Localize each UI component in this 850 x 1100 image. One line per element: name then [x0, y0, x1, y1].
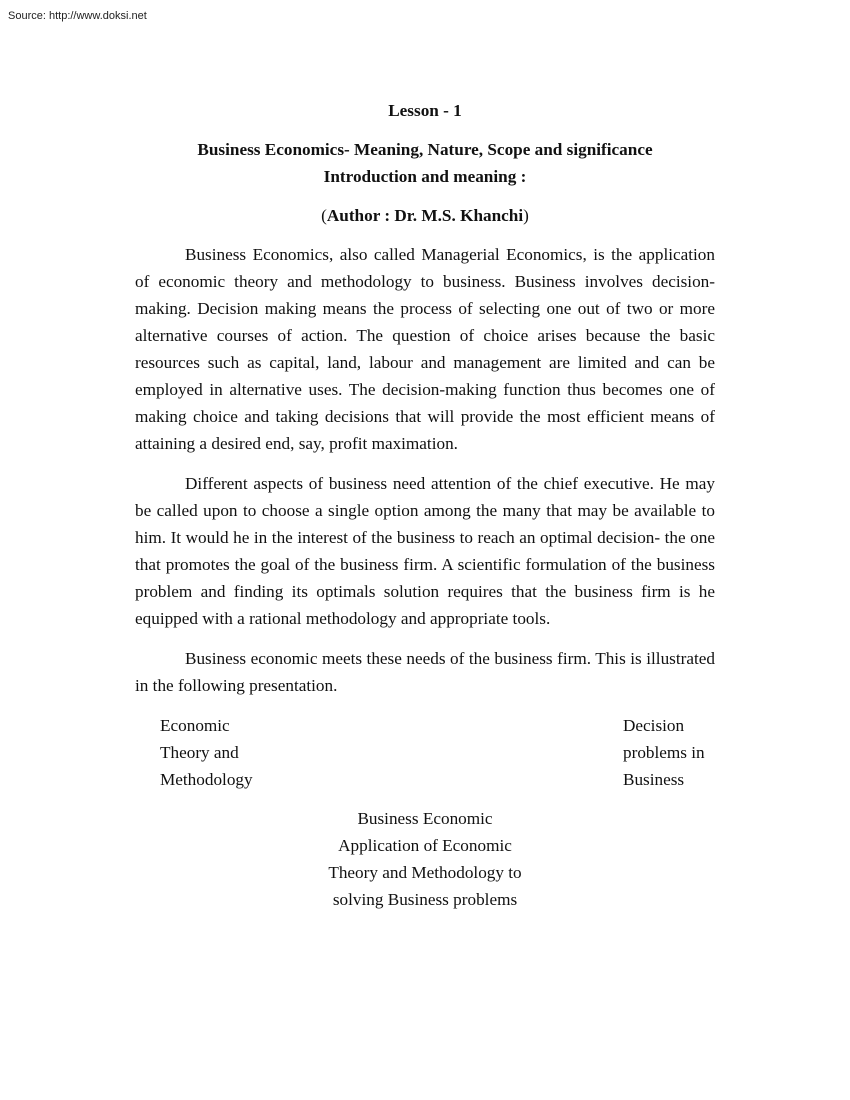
author-line [135, 202, 715, 229]
diagram-right-line: problems in [623, 743, 705, 762]
presentation-diagram [135, 712, 715, 932]
document-subtitle: Introduction and meaning : [323, 167, 527, 186]
diagram-left-line: Methodology [160, 770, 253, 789]
diagram-left-line: Theory and [160, 743, 239, 762]
lesson-heading: Lesson - 1 [388, 101, 462, 120]
diagram-center-line: Application of Economic [338, 836, 512, 855]
author-close-paren: ) [523, 206, 529, 225]
document-title: Business Economics- Meaning, Nature, Scope and significance [197, 140, 653, 159]
diagram-right-line: Decision [623, 716, 685, 735]
diagram-economic-theory [160, 712, 290, 793]
diagram-business-economic [295, 805, 555, 913]
diagram-right-line: Business [623, 770, 685, 789]
diagram-left-line: Economic [160, 716, 230, 735]
paragraph-1: Business Economics, also called Managerial Economics, is the application of economic theory and methodology to business. Business involves decision-making. Decision making means the process of selecting one out of two or more alternative courses of action. The question of choice arises because the basic resources such as capital, land, labour and management are limited and can be employed in alternative uses. The decision-making function thus becomes one of making choice and taking decisions that will provide the most efficient means of attaining a desired end, say, profit maximation. [135, 245, 715, 453]
diagram-decision-problems [623, 712, 733, 793]
source-note: Source: http://www.doksi.net [8, 10, 147, 22]
diagram-center-line: solving Business problems [332, 890, 518, 909]
paragraph-2: Different aspects of business need attention of the chief executive. He may be called upon to choose a single option among the many that may be available to him. It would he in the interest of the business to reach an optimal decision- the one that promotes the goal of the business firm. A scientific formulation of the business problem and finding its optimals solution requires that the business firm is he equipped with a rational methodology and appropriate tools. [135, 474, 715, 628]
diagram-center-line: Theory and Methodology to [328, 863, 522, 882]
author-name: Author : Dr. M.S. Khanchi [326, 206, 524, 225]
paragraph-3: Business economic meets these needs of the business firm. This is illustrated in the following presentation. [135, 649, 715, 695]
diagram-center-line: Business Economic [357, 809, 493, 828]
author-open-paren: ( [321, 206, 327, 225]
document-page [135, 97, 715, 932]
